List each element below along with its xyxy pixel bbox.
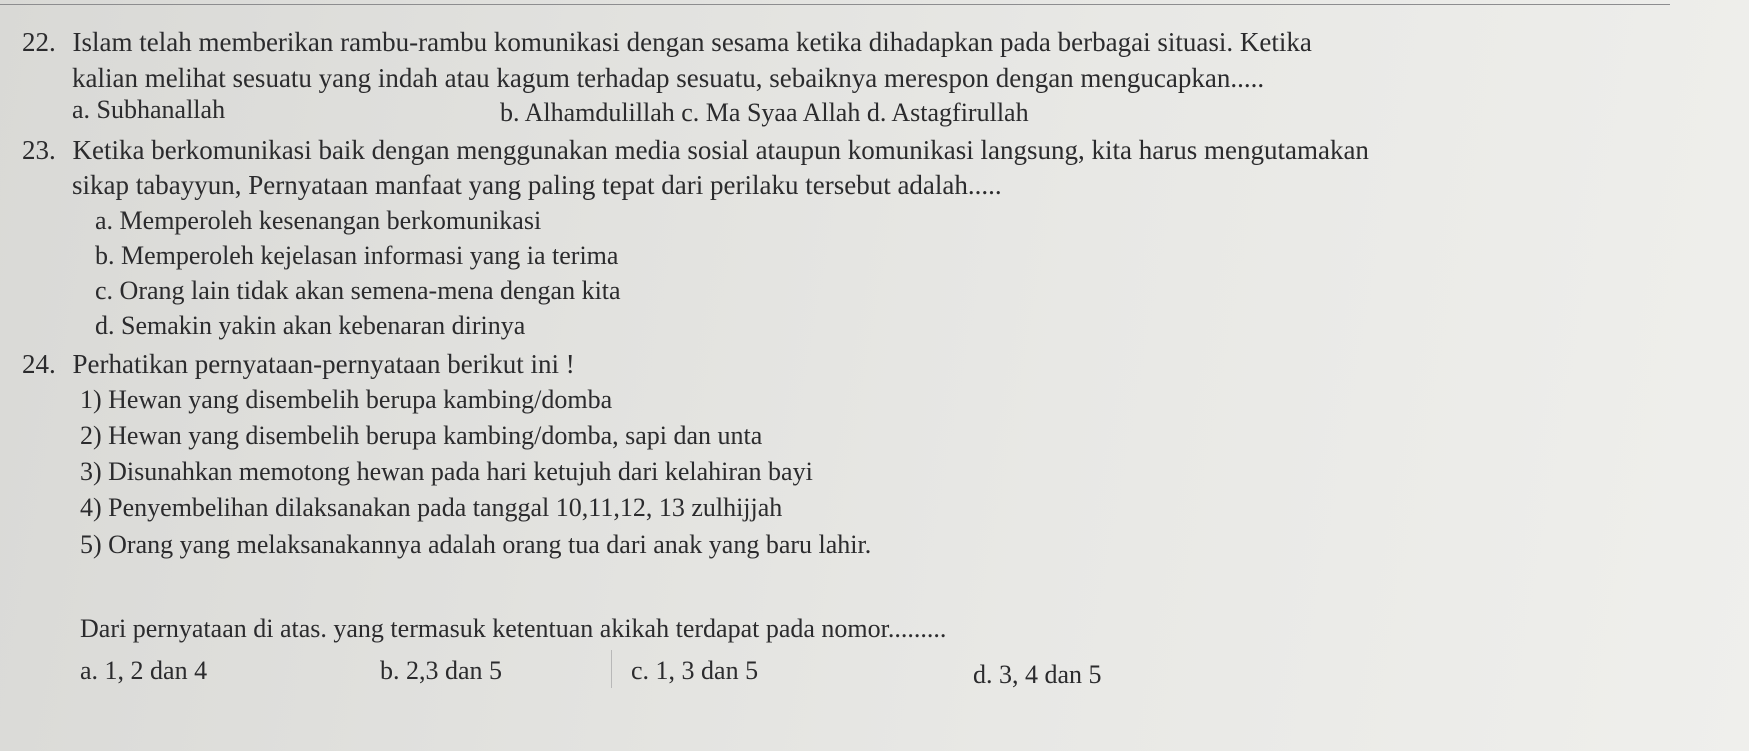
top-rule: [0, 4, 1670, 5]
question-24-option-d: d. 3, 4 dan 5: [973, 660, 1102, 689]
question-22-text-2: kalian melihat sesuatu yang indah atau kagum terhadap sesuatu, sebaiknya merespon dengan mengucapkan.....: [72, 63, 1265, 93]
question-24-option-b: b. 2,3 dan 5: [380, 656, 503, 685]
question-24-statement-2: 2) Hewan yang disembelih berupa kambing/domba, sapi dan unta: [80, 421, 763, 450]
question-23-line-1: [22, 134, 1369, 166]
question-24-option-a: a. 1, 2 dan 4: [80, 656, 208, 685]
question-24-statement-3: 3) Disunahkan memotong hewan pada hari ketujuh dari kelahiran bayi: [80, 457, 813, 486]
question-24-statement-1: 1) Hewan yang disembelih berupa kambing/domba: [80, 385, 613, 414]
question-24-statement-5: 5) Orang yang melaksanakannya adalah orang tua dari anak yang baru lahir.: [80, 530, 872, 559]
question-24-number: 24.: [22, 349, 56, 379]
question-23-option-b: b. Memperoleh kejelasan informasi yang ia terima: [95, 241, 619, 270]
question-22-text-1: Islam telah memberikan rambu-rambu komunikasi dengan sesama ketika dihadapkan pada berbagai situasi. Ketika: [72, 27, 1312, 57]
question-23-option-c: c. Orang lain tidak akan semena-mena dengan kita: [95, 276, 621, 305]
question-24-statement-4: 4) Penyembelihan dilaksanakan pada tanggal 10,11,12, 13 zulhijjah: [80, 493, 783, 522]
question-22-option-a: a. Subhanallah: [72, 95, 226, 124]
column-divider: [611, 650, 612, 688]
question-24-text-1: Perhatikan pernyataan-pernyataan berikut ini !: [72, 349, 575, 379]
question-22-number: 22.: [22, 27, 56, 57]
question-23-text-2: sikap tabayyun, Pernyataan manfaat yang paling tepat dari perilaku tersebut adalah.....: [72, 170, 1002, 200]
question-23-option-d: d. Semakin yakin akan kebenaran dirinya: [95, 311, 526, 340]
question-22-options-bcd: b. Alhamdulillah c. Ma Syaa Allah d. Astagfirullah: [500, 98, 1029, 127]
question-24-prompt: Dari pernyataan di atas. yang termasuk ketentuan akikah terdapat pada nomor.........: [80, 614, 947, 643]
question-23-number: 23.: [22, 135, 56, 165]
question-23-text-1: Ketika berkomunikasi baik dengan menggunakan media sosial ataupun komunikasi langsung, kita harus mengutamakan: [72, 135, 1369, 165]
question-23-option-a: a. Memperoleh kesenangan berkomunikasi: [95, 206, 542, 235]
question-24-line-1: [22, 348, 575, 380]
question-24-option-c: c. 1, 3 dan 5: [631, 656, 759, 685]
question-22-line-1: [22, 26, 1312, 58]
